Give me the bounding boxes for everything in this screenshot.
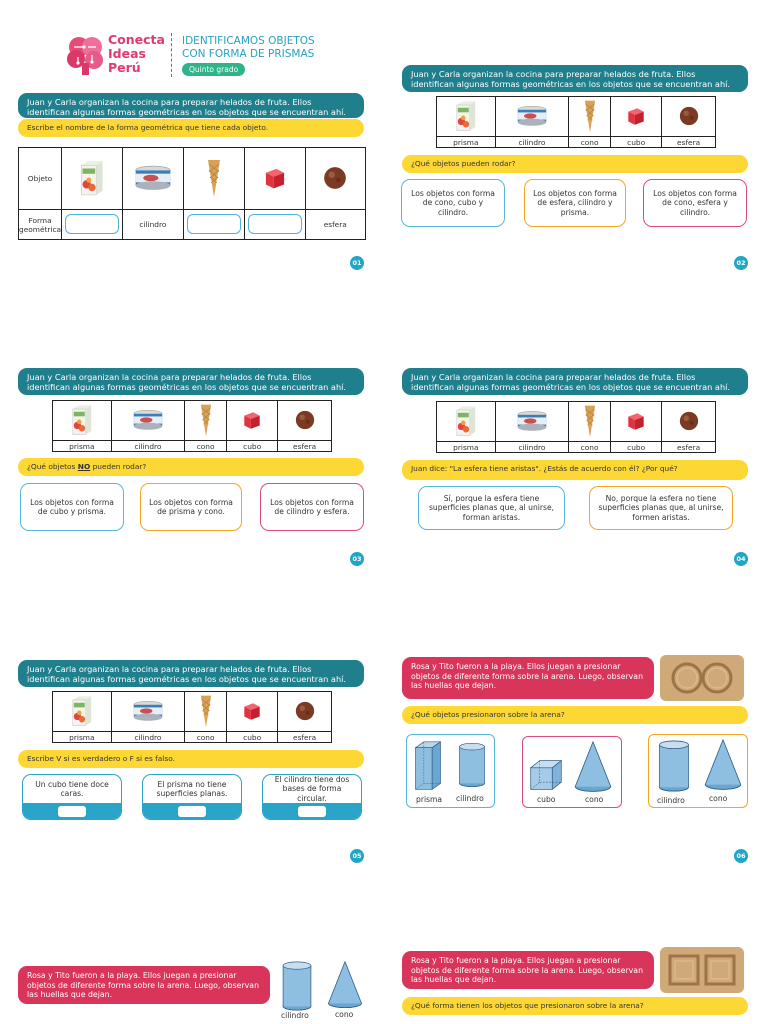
object-cell xyxy=(227,401,278,441)
context-banner: Juan y Carla organizan la cocina para preparar helados de fruta. Ellos identifican algunas formas geométricas en los objetos que se encuentran ahí. xyxy=(18,93,364,118)
object-cell xyxy=(662,402,716,442)
shape-name: cubo xyxy=(227,732,278,743)
card-04 xyxy=(384,300,768,580)
object-cell xyxy=(227,692,278,732)
object-cell xyxy=(437,97,496,137)
shape-name: esfera xyxy=(662,442,716,453)
ice-cream-cone-icon xyxy=(200,402,212,438)
cone-icon xyxy=(571,740,615,796)
object-cell xyxy=(569,97,611,137)
cylinder-icon xyxy=(457,741,487,789)
ice-cream-cone-icon xyxy=(207,157,221,199)
shape-name: cono xyxy=(569,442,611,453)
tuna-can-icon xyxy=(132,700,164,722)
object-cell xyxy=(111,692,184,732)
logo-text-3: Perú xyxy=(108,60,141,75)
shape-name: prisma xyxy=(437,137,496,148)
solid-label: cubo xyxy=(537,795,556,804)
row-label-objeto: Objeto xyxy=(19,148,62,210)
question-banner: ¿Qué forma tienen los objetos que presionaron sobre la arena? xyxy=(402,997,748,1015)
sand-imprint-image xyxy=(660,947,744,993)
statement-card-2 xyxy=(142,774,242,820)
object-cell xyxy=(569,402,611,442)
shape-name: esfera xyxy=(278,732,332,743)
chocolate-ball-icon xyxy=(678,105,700,127)
shape-name-cell: cilindro xyxy=(123,210,184,240)
option-b[interactable] xyxy=(522,736,622,808)
brain-icon xyxy=(64,33,108,77)
card-number: 03 xyxy=(350,552,364,566)
card-05 xyxy=(0,590,384,870)
shape-name: cilindro xyxy=(111,732,184,743)
object-cell xyxy=(185,401,227,441)
statement-text: El prisma no tiene superficies planas. xyxy=(156,779,228,798)
juice-box-icon xyxy=(71,694,93,728)
square-imprints-icon xyxy=(660,947,744,993)
option-a[interactable]: Sí, porque la esfera tiene superficies planas que, al unirse, forman aristas. xyxy=(418,486,565,530)
option-a[interactable] xyxy=(406,734,495,808)
object-cell xyxy=(278,401,332,441)
object-cell xyxy=(53,401,112,441)
object-table xyxy=(436,401,716,453)
page-title-line2: CON FORMA DE PRISMAS xyxy=(182,48,315,60)
option-b[interactable]: Los objetos con forma de esfera, cilindro y prisma. xyxy=(524,179,626,227)
option-c[interactable] xyxy=(648,734,748,808)
chocolate-ball-icon xyxy=(294,700,316,722)
cube-icon xyxy=(528,757,564,793)
object-cell xyxy=(437,402,496,442)
question-text-post: pueden rodar? xyxy=(90,462,147,471)
logo xyxy=(64,33,164,79)
object-cell xyxy=(278,692,332,732)
option-b[interactable]: Los objetos con forma de prisma y cono. xyxy=(140,483,242,531)
card-08 xyxy=(384,940,768,1024)
header-divider xyxy=(171,33,172,77)
question-banner: Juan dice: "La esfera tiene aristas". ¿Estás de acuerdo con él? ¿Por qué? xyxy=(402,460,748,480)
jelly-cube-icon xyxy=(262,165,288,191)
object-cell xyxy=(53,692,112,732)
option-c[interactable]: Los objetos con forma de cono, esfera y cilindro. xyxy=(643,179,747,227)
cylinder-icon xyxy=(276,960,318,1012)
cone-icon xyxy=(324,960,366,1012)
object-cell xyxy=(183,148,244,210)
tuna-can-icon xyxy=(133,165,173,191)
card-03 xyxy=(0,300,384,580)
context-banner: Juan y Carla organizan la cocina para preparar helados de fruta. Ellos identifican algunas formas geométricas en los objetos que se encuentran ahí. xyxy=(18,660,364,687)
card-number: 01 xyxy=(350,256,364,270)
object-cell xyxy=(62,148,123,210)
row-label-forma: Forma geométrica xyxy=(19,210,62,240)
shape-name-cell: esfera xyxy=(305,210,366,240)
context-banner: Rosa y Tito fueron a la playa. Ellos juegan a presionar objetos de diferente forma sobre la arena. Luego, observan las huellas que dejan. xyxy=(18,966,270,1004)
solid-label: prisma xyxy=(416,795,443,804)
card-06 xyxy=(384,590,768,870)
object-cell xyxy=(185,692,227,732)
option-c[interactable]: Los objetos con forma de cilindro y esfera. xyxy=(260,483,364,531)
answer-input[interactable] xyxy=(178,806,206,817)
shape-name: esfera xyxy=(662,137,716,148)
juice-box-icon xyxy=(455,99,477,133)
object-cell xyxy=(123,148,184,210)
object-cell xyxy=(305,148,366,210)
prism-icon xyxy=(413,739,443,793)
shape-name: cubo xyxy=(611,442,662,453)
shape-name: prisma xyxy=(53,441,112,452)
logo-text-1: Conecta xyxy=(108,32,165,47)
solid-label: cono xyxy=(335,1010,354,1019)
card-number: 02 xyxy=(734,256,748,270)
question-banner xyxy=(18,458,364,476)
option-b[interactable]: No, porque la esfera no tiene superficies planas que, al unirse, formen aristas. xyxy=(589,486,733,530)
instruction-banner: Escribe V si es verdadero o F si es falso. xyxy=(18,750,364,768)
tuna-can-icon xyxy=(516,410,548,432)
card-number: 06 xyxy=(734,849,748,863)
object-cell xyxy=(244,148,305,210)
object-table xyxy=(52,400,332,452)
card-number: 04 xyxy=(734,552,748,566)
shape-name: cono xyxy=(185,732,227,743)
solid-label: cilindro xyxy=(456,794,484,803)
shape-name: cono xyxy=(569,137,611,148)
object-table xyxy=(18,147,366,240)
shape-name: cilindro xyxy=(495,442,568,453)
chocolate-ball-icon xyxy=(678,410,700,432)
shape-name: cilindro xyxy=(495,137,568,148)
chocolate-ball-icon xyxy=(322,165,348,191)
sand-imprint-image xyxy=(660,655,744,701)
jelly-cube-icon xyxy=(241,700,263,722)
circle-imprints-icon xyxy=(660,655,744,701)
statement-card-3 xyxy=(262,774,362,820)
ice-cream-cone-icon xyxy=(584,403,596,439)
answer-input[interactable] xyxy=(248,214,302,234)
solid-label: cono xyxy=(585,795,604,804)
question-text-emph: NO xyxy=(77,462,91,471)
shape-name: prisma xyxy=(53,732,112,743)
answer-cell xyxy=(62,210,123,240)
instruction-banner: Escribe el nombre de la forma geométrica que tiene cada objeto. xyxy=(18,119,364,137)
answer-input[interactable] xyxy=(298,806,326,817)
tuna-can-icon xyxy=(516,105,548,127)
logo-text-2: Ideas xyxy=(108,46,146,61)
object-table xyxy=(436,96,716,148)
card-number: 05 xyxy=(350,849,364,863)
object-cell xyxy=(495,97,568,137)
shape-name: esfera xyxy=(278,441,332,452)
solid-label: cilindro xyxy=(657,796,685,805)
solid-label: cono xyxy=(709,794,728,803)
page-title-line1: IDENTIFICAMOS OBJETOS xyxy=(182,35,315,47)
context-banner: Rosa y Tito fueron a la playa. Ellos juegan a presionar objetos de diferente forma sobre la arena. Luego, observan las huellas que dejan. xyxy=(402,657,654,699)
object-cell xyxy=(611,402,662,442)
solid-label: cilindro xyxy=(281,1011,309,1020)
answer-input[interactable] xyxy=(65,214,119,234)
statement-text: Un cubo tiene doce caras. xyxy=(35,779,109,798)
shape-name: cono xyxy=(185,441,227,452)
context-banner: Rosa y Tito fueron a la playa. Ellos juegan a presionar objetos de diferente forma sobre la arena. Luego, observan las huellas que dejan. xyxy=(402,951,654,989)
context-banner: Juan y Carla organizan la cocina para preparar helados de fruta. Ellos identifican algunas formas geométricas en los objetos que se encuentran ahí. xyxy=(18,368,364,395)
jelly-cube-icon xyxy=(625,105,647,127)
grade-badge: Quinto grado xyxy=(182,63,245,76)
object-cell xyxy=(111,401,184,441)
answer-input[interactable] xyxy=(58,806,86,817)
shape-name: cubo xyxy=(227,441,278,452)
object-table xyxy=(52,691,332,743)
question-banner: ¿Qué objetos presionaron sobre la arena? xyxy=(402,706,748,724)
question-banner: ¿Qué objetos pueden rodar? xyxy=(402,155,748,173)
card-01 xyxy=(0,0,384,280)
juice-box-icon xyxy=(71,403,93,437)
option-a[interactable]: Los objetos con forma de cono, cubo y cilindro. xyxy=(401,179,505,227)
statement-text: El cilindro tiene dos bases de forma circular. xyxy=(274,774,350,803)
jelly-cube-icon xyxy=(625,410,647,432)
object-cell xyxy=(611,97,662,137)
answer-cell xyxy=(183,210,244,240)
context-banner: Juan y Carla organizan la cocina para preparar helados de fruta. Ellos identifican algunas formas geométricas en los objetos que se encuentran ahí. xyxy=(402,368,748,395)
shape-name: cubo xyxy=(611,137,662,148)
card-02 xyxy=(384,0,768,280)
chocolate-ball-icon xyxy=(294,409,316,431)
juice-box-icon xyxy=(455,404,477,438)
juice-box-icon xyxy=(79,159,105,197)
tuna-can-icon xyxy=(132,409,164,431)
shape-name: prisma xyxy=(437,442,496,453)
jelly-cube-icon xyxy=(241,409,263,431)
statement-card-1 xyxy=(22,774,122,820)
card-07 xyxy=(0,940,384,1024)
answer-cell xyxy=(244,210,305,240)
option-a[interactable]: Los objetos con forma de cubo y prisma. xyxy=(20,483,124,531)
object-cell xyxy=(662,97,716,137)
shape-name: cilindro xyxy=(111,441,184,452)
answer-input[interactable] xyxy=(187,214,241,234)
context-banner: Juan y Carla organizan la cocina para preparar helados de fruta. Ellos identifican algunas formas geométricas en los objetos que se encuentran ahí. xyxy=(402,65,748,92)
cone-icon xyxy=(701,738,745,794)
cylinder-icon xyxy=(652,739,696,793)
question-text-pre: ¿Qué objetos xyxy=(27,462,78,471)
ice-cream-cone-icon xyxy=(200,693,212,729)
ice-cream-cone-icon xyxy=(584,98,596,134)
object-cell xyxy=(495,402,568,442)
